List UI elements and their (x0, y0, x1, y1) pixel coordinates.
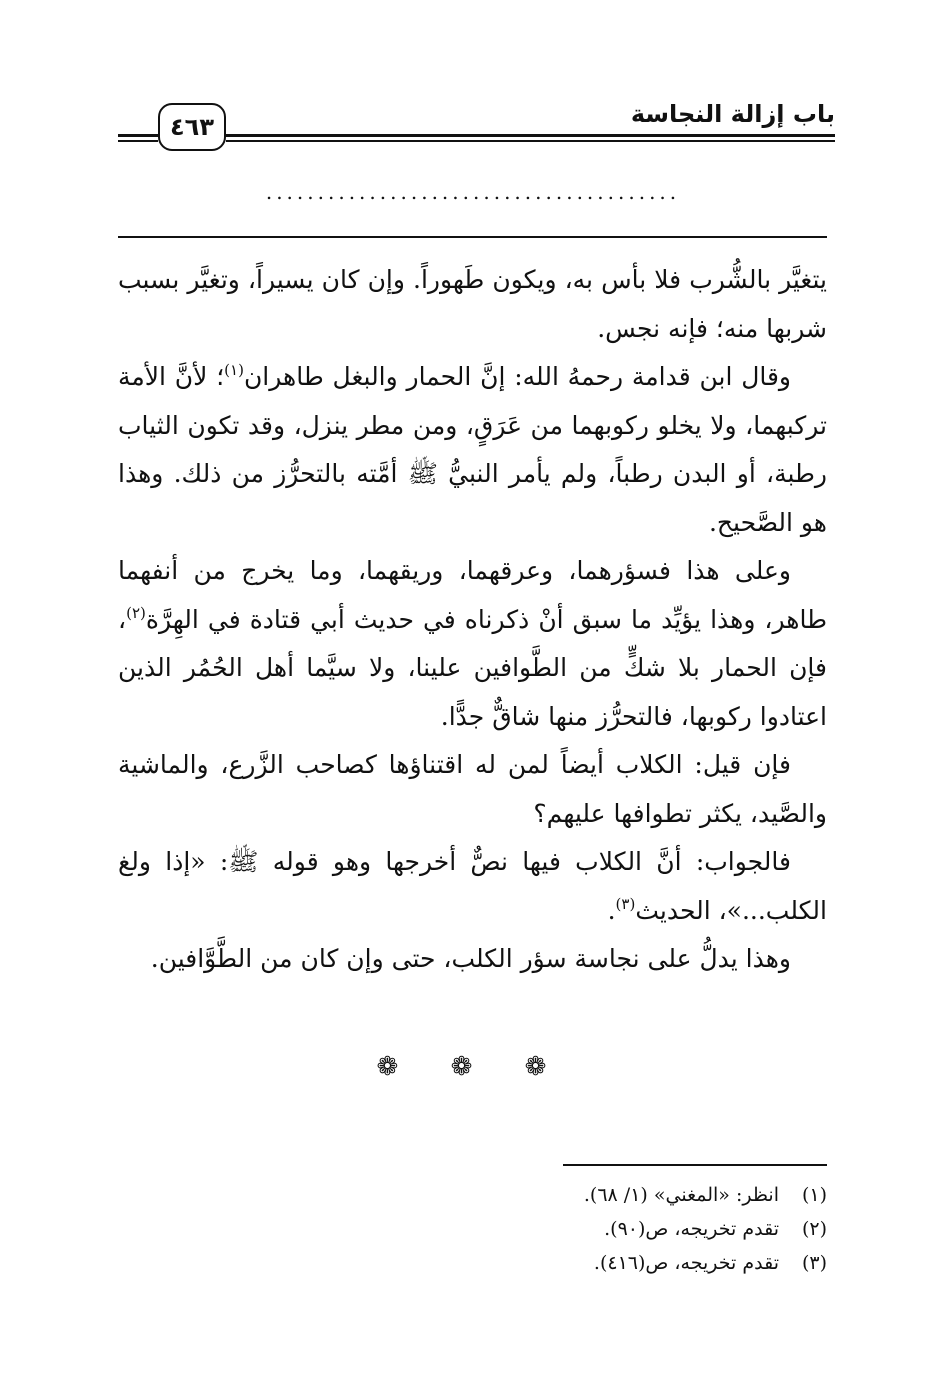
footnote-number: (١) (801, 1184, 827, 1206)
header-rule-left-bottom (118, 140, 158, 142)
paragraph-2-text-cont: ؛ لأنَّ الأمة تركبهما، ولا يخلو ركوبهما من عَرَقٍ، ومن مطر ينزل، وقد تكون الثياب رطبة، أو البدن رطباً، ولم يأمر النبيُّ ﷺ أمَّته بالتحرُّز من ذلك. وهذا هو الصَّحيح. (118, 362, 827, 537)
paragraph-6-text: وهذا يدلُّ على نجاسة سؤر الكلب، حتى وإن كان من الطَّوَّافين. (150, 944, 791, 973)
footnotes (407, 1178, 827, 1280)
paragraph-2 (118, 353, 827, 547)
footnote-text: انظر: «المغني» (١/ ٦٨). (583, 1184, 779, 1206)
paragraph-1-text: يتغيَّر بالشُّرب فلا بأس به، ويكون طَهوراً. وإن كان يسيراً، وتغيَّر بسبب شربها منه؛ فإنه نجس. (118, 265, 827, 343)
header-rule-right-top (226, 134, 835, 137)
paragraph-4 (118, 741, 827, 838)
paragraph-2-text: وقال ابن قدامة رحمهُ الله: إنَّ الحمار والبغل طاهران (243, 362, 791, 391)
paragraph-5-text: فالجواب: أنَّ الكلاب فيها نصٌّ أخرجها وهو قوله ﷺ: «إذا ولغ الكلب...»، الحديث (118, 847, 827, 925)
footnote-3 (407, 1246, 827, 1280)
footnote-text: تقدم تخريجه، ص(٤١٦). (593, 1252, 779, 1274)
footnote-text: تقدم تخريجه، ص(٩٠). (604, 1218, 779, 1240)
paragraph-3 (118, 547, 827, 741)
header-rule-left-top (118, 134, 158, 137)
paragraph-4-text: فإن قيل: الكلاب أيضاً لمن له اقتناؤها كصاحب الزَّرع، والماشية والصَّيد، يكثر تطوافها عليهم؟ (118, 750, 827, 828)
page-number-box (158, 103, 226, 151)
paragraph-3-text-cont: ، فإن الحمار بلا شكٍّ من الطَّوافين علينا، ولا سيَّما أهل الحُمُر الذين اعتادوا ركوبها، فالتحرُّز منها شاقٌّ جدًّا. (118, 604, 828, 731)
paragraph-3-text: وعلى هذا فسؤرهما، وعرقهما، وريقهما، وما يخرج من أنفهما طاهر، وهذا يؤيِّد ما سبق أنْ ذكرناه في حديث أبي قتادة في الهِرَّة (118, 556, 827, 634)
paragraph-5-text-cont: . (607, 895, 616, 925)
dotted-separator: ........................................ (265, 182, 681, 202)
text-top-rule (118, 236, 827, 238)
footnote-ref-3[interactable]: (٣) (615, 894, 636, 913)
paragraph-5 (118, 838, 827, 935)
footnote-number: (٣) (801, 1252, 827, 1274)
footnote-ref-2[interactable]: (٢) (126, 603, 146, 622)
header-rule-right-bottom (226, 140, 835, 142)
footnote-2 (407, 1212, 827, 1246)
paragraph-6 (118, 935, 827, 984)
footnote-rule (563, 1164, 827, 1166)
chapter-title: باب إزالة النجاسة (630, 100, 835, 128)
main-text (118, 256, 827, 984)
paragraph-1 (118, 256, 827, 353)
footnote-ref-1[interactable]: (١) (224, 361, 244, 379)
section-ornament-icon: ❁ ❁ ❁ (376, 1052, 569, 1082)
footnote-1 (407, 1178, 827, 1212)
page-number: ٤٦٣ (170, 113, 214, 141)
footnote-number: (٢) (801, 1218, 827, 1240)
